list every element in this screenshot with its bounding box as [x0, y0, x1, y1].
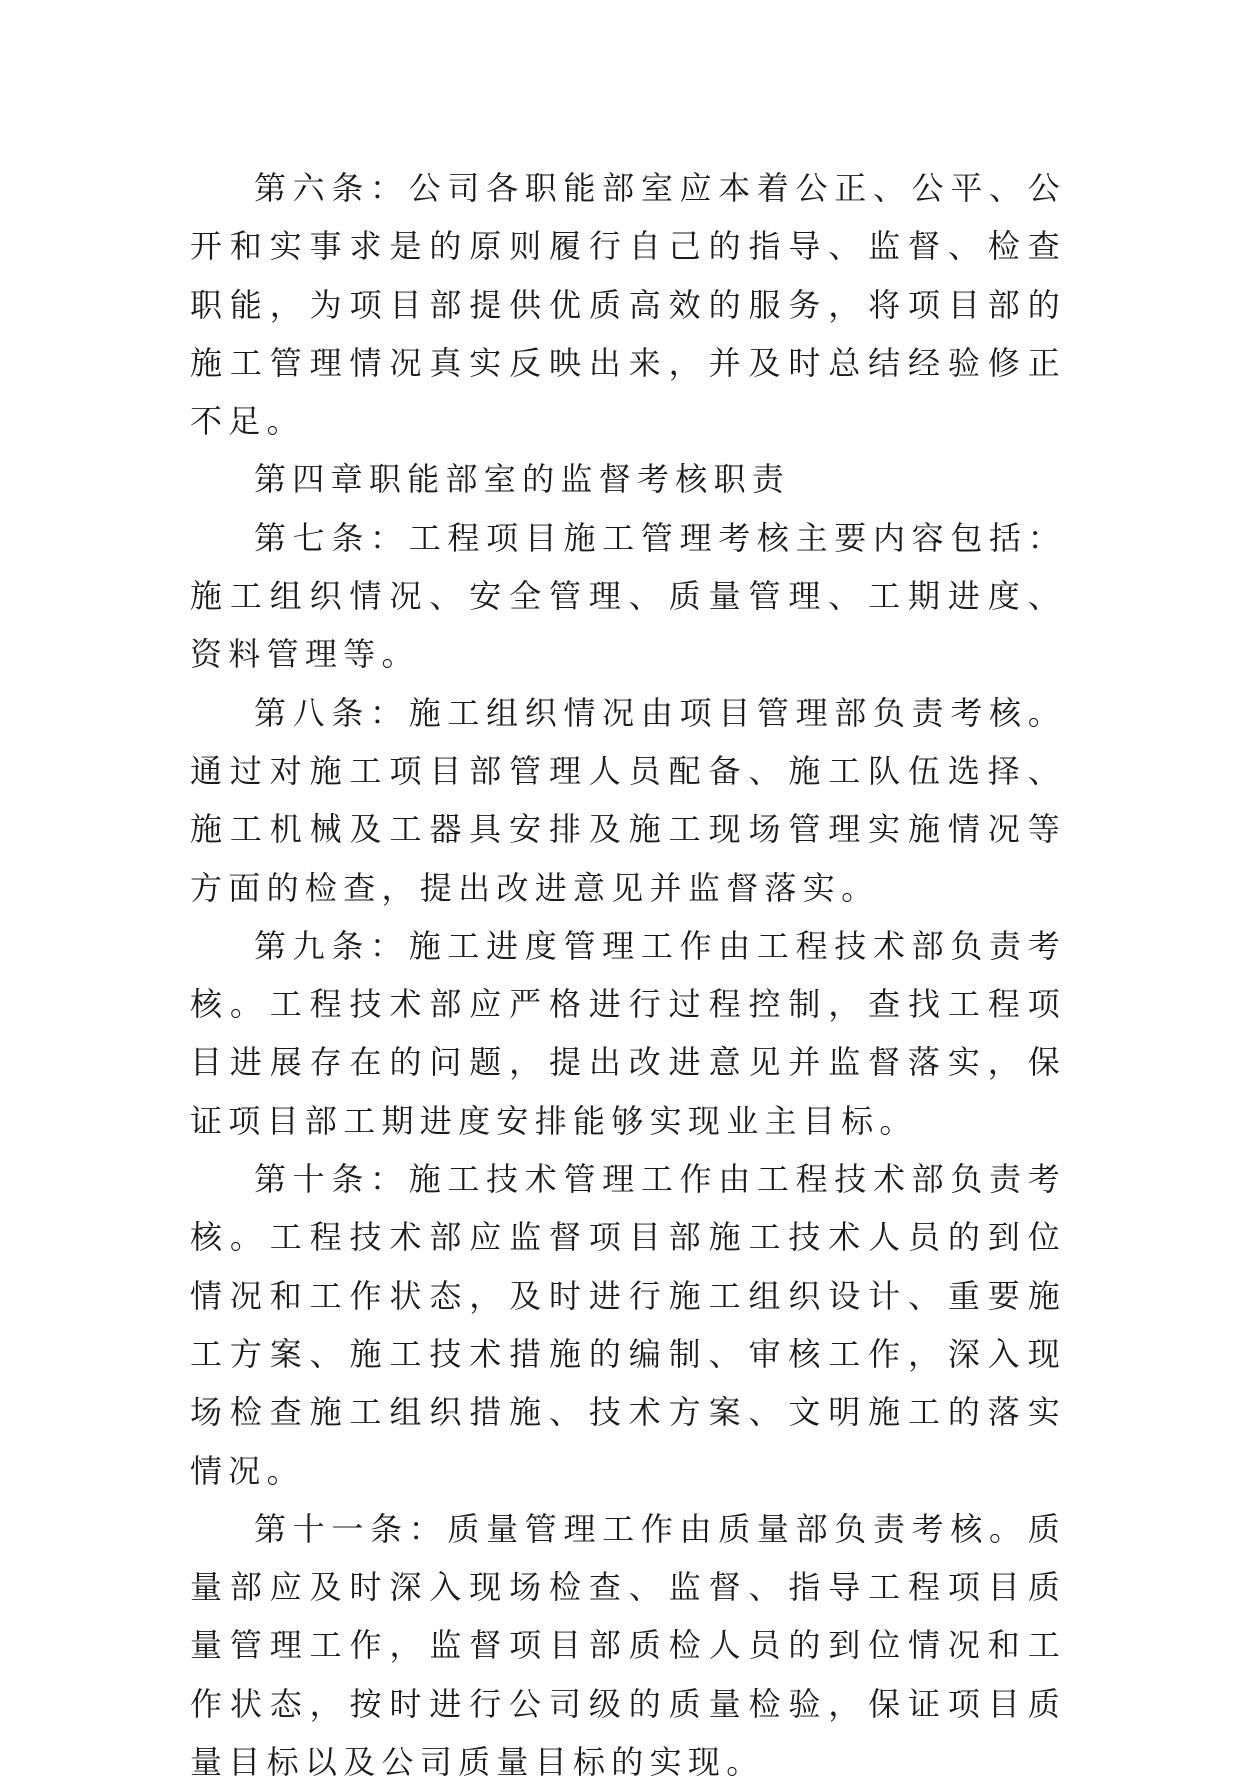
- document-body: [190, 159, 1066, 1791]
- paragraph-article-11: 第十一条：质量管理工作由质量部负责考核。质量部应及时深入现场检查、监督、指导工程项目质量管理工作，监督项目部质检人员的到位情况和工作状态，按时进行公司级的质量检验，保证项目质量目标以及公司质量目标的实现。: [190, 1509, 1066, 1782]
- paragraph-article-9: 第九条：施工进度管理工作由工程技术部负责考核。工程技术部应严格进行过程控制，查找工程项目进展存在的问题，提出改进意见并监督落实，保证项目部工期进度安排能够实现业主目标。: [190, 926, 1066, 1140]
- paragraph-article-7: 第七条：工程项目施工管理考核主要内容包括：施工组织情况、安全管理、质量管理、工期进度、资料管理等。: [190, 518, 1066, 674]
- paragraph-article-10: 第十条：施工技术管理工作由工程技术部负责考核。工程技术部应监督项目部施工技术人员的到位情况和工作状态，及时进行施工组织设计、重要施工方案、施工技术措施的编制、审核工作，深入现场检查施工组织措施、技术方案、文明施工的落实情况。: [190, 1160, 1066, 1490]
- paragraph-article-8: 第八条：施工组织情况由项目管理部负责考核。通过对施工项目部管理人员配备、施工队伍选择、施工机械及工器具安排及施工现场管理实施情况等方面的检查，提出改进意见并监督落实。: [190, 693, 1066, 907]
- chapter-heading-4: 第四章职能部室的监督考核职责: [254, 460, 791, 499]
- paragraph-article-6: 第六条：公司各职能部室应本着公正、公平、公开和实事求是的原则履行自己的指导、监督、检查职能，为项目部提供优质高效的服务，将项目部的施工管理情况真实反映出来，并及时总结经验修正不足。: [190, 169, 1066, 441]
